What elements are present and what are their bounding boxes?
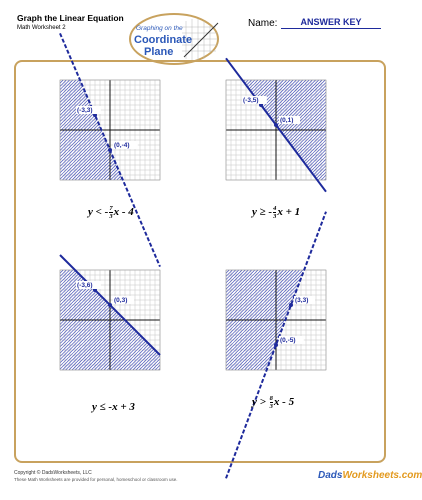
graph-problem-1 [60, 80, 160, 180]
point-label: (-3,5) [243, 97, 259, 104]
equation-problem-1: y < - $\frac{7}{3}$ x - 4 [88, 205, 134, 220]
equation-problem-3: y ≤ -x + 3 [92, 401, 135, 413]
graph-problem-3 [60, 270, 160, 370]
point-label: (0,-5) [280, 337, 296, 344]
point-label: (0,-4) [114, 142, 130, 149]
logo-line-3: Plane [144, 46, 174, 58]
plotted-point [289, 303, 293, 307]
name-label: Name: [248, 18, 278, 29]
usage-note: These Math Worksheets are provided for personal, homeschool or classroom use. [14, 477, 178, 482]
worksheet-subtitle: Math Worksheet 2 [17, 25, 66, 31]
brand-logo: DadsWorksheets.com [318, 470, 422, 481]
plotted-point [108, 148, 112, 152]
logo-line-2: Coordinate [134, 34, 193, 46]
point-label: (0,1) [280, 117, 294, 124]
point-label: (0,3) [114, 297, 128, 304]
graph-problem-4 [226, 270, 326, 370]
worksheet-title: Graph the Linear Equation [17, 13, 124, 23]
equation-problem-4: y > $\frac{8}{3}$ x - 5 [252, 395, 295, 410]
copyright-text: Copyright © DadsWorksheets, LLC [14, 470, 92, 476]
point-label: (3,3) [295, 297, 309, 304]
graph-problem-2 [226, 80, 326, 180]
point-label: (-3,6) [77, 282, 93, 289]
plotted-point [108, 303, 112, 307]
logo-line-1: Graphing on the [136, 25, 183, 32]
plotted-point [274, 343, 278, 347]
name-field: ANSWER KEY [281, 17, 381, 29]
equation-problem-2: y ≥ - $\frac{4}{3}$ x + 1 [252, 205, 301, 220]
point-label: (-3,3) [77, 107, 93, 114]
plotted-point [274, 123, 278, 127]
